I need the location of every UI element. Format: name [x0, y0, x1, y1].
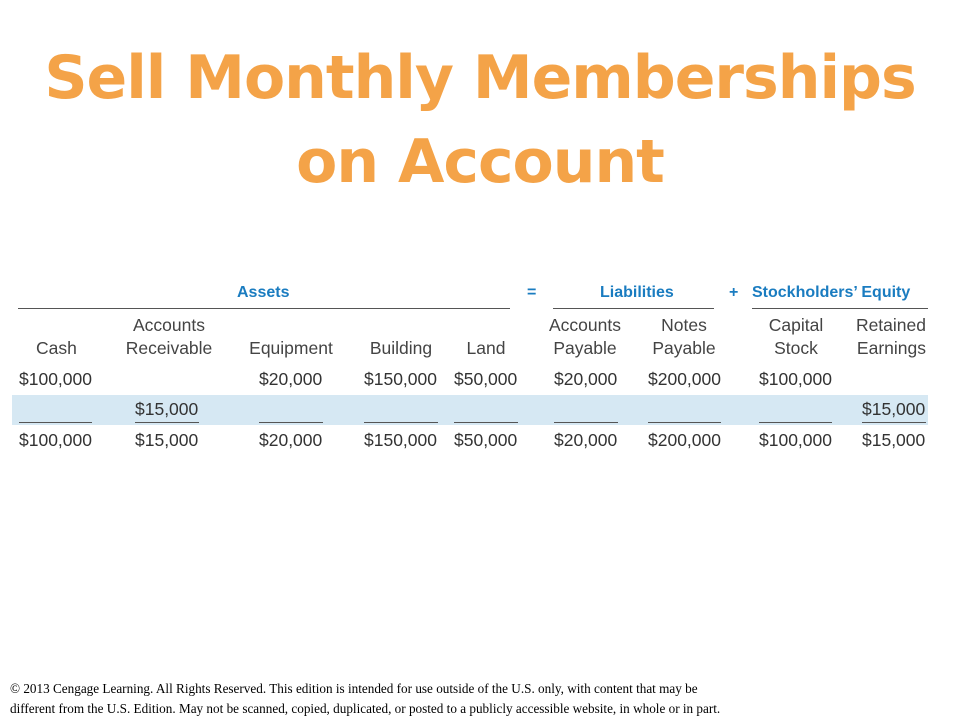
col-cash-label: Cash [36, 338, 77, 358]
underline-retained-earnings [862, 422, 926, 423]
underline-equipment [259, 422, 323, 423]
ending-land: $50,000 [454, 430, 518, 450]
col-cash [36, 337, 77, 360]
slide-title-line-2: on Account [296, 127, 664, 197]
ending-building: $150,000 [364, 430, 437, 450]
col-accounts-payable-line-1: Accounts [549, 315, 621, 335]
assets-rule [18, 308, 510, 309]
copyright-line-2: different from the U.S. Edition. May not be scanned, copied, duplicated, or posted to a publicly accessible website, in whole or in part. [10, 701, 721, 716]
transaction-accounts-receivable: $15,000 [135, 399, 199, 419]
ending-capital-stock: $100,000 [759, 430, 832, 450]
underline-accounts-payable [554, 422, 618, 423]
col-capital-stock-line-1: Capital [768, 315, 824, 335]
beginning-accounts-payable: $20,000 [554, 369, 618, 389]
col-capital-stock-line-2: Stock [774, 338, 818, 358]
underline-cash [19, 422, 92, 423]
liabilities-rule [553, 308, 714, 309]
equals-sign: = [527, 284, 537, 301]
ending-retained-earnings: $15,000 [862, 430, 926, 450]
col-accounts-receivable-line-2: Receivable [125, 338, 213, 358]
plus-sign: + [729, 284, 739, 301]
equity-rule [752, 308, 928, 309]
col-land-label: Land [466, 338, 506, 358]
col-capital-stock [761, 314, 831, 360]
col-building-label: Building [369, 338, 433, 358]
col-equipment [241, 337, 341, 360]
ending-cash: $100,000 [19, 430, 92, 450]
beginning-equipment: $20,000 [259, 369, 323, 389]
copyright-footer [10, 679, 910, 719]
beginning-land: $50,000 [454, 369, 518, 389]
col-accounts-receivable-line-1: Accounts [133, 315, 205, 335]
col-building [356, 337, 446, 360]
col-notes-payable-line-1: Notes [661, 315, 707, 335]
copyright-line-1: © 2013 Cengage Learning. All Rights Reserved. This edition is intended for use outside of the U.S. only, with content that may be [10, 681, 698, 696]
col-notes-payable [649, 314, 719, 360]
ending-accounts-payable: $20,000 [554, 430, 618, 450]
col-notes-payable-line-2: Payable [652, 338, 716, 358]
equity-header: Stockholders’ Equity [752, 284, 911, 301]
col-accounts-payable [545, 314, 625, 360]
beginning-cash: $100,000 [19, 369, 92, 389]
col-accounts-payable-line-2: Payable [553, 338, 617, 358]
underline-notes-payable [648, 422, 721, 423]
col-retained-earnings-line-2: Earnings [856, 338, 926, 358]
slide-title [0, 36, 960, 204]
col-accounts-receivable [119, 314, 219, 360]
col-retained-earnings [846, 314, 926, 360]
underline-land [454, 422, 518, 423]
beginning-notes-payable: $200,000 [648, 369, 721, 389]
slide-title-line-1: Sell Monthly Memberships [44, 43, 916, 113]
col-retained-earnings-line-1: Retained [855, 315, 926, 335]
ending-notes-payable: $200,000 [648, 430, 721, 450]
col-land [456, 337, 516, 360]
col-equipment-label: Equipment [249, 338, 333, 358]
transaction-retained-earnings: $15,000 [862, 399, 926, 419]
underline-capital-stock [759, 422, 832, 423]
ending-accounts-receivable: $15,000 [135, 430, 199, 450]
underline-accounts-receivable [135, 422, 199, 423]
assets-header: Assets [237, 284, 290, 301]
ending-equipment: $20,000 [259, 430, 323, 450]
beginning-building: $150,000 [364, 369, 437, 389]
underline-building [364, 422, 438, 423]
beginning-capital-stock: $100,000 [759, 369, 832, 389]
liabilities-header: Liabilities [600, 284, 674, 301]
